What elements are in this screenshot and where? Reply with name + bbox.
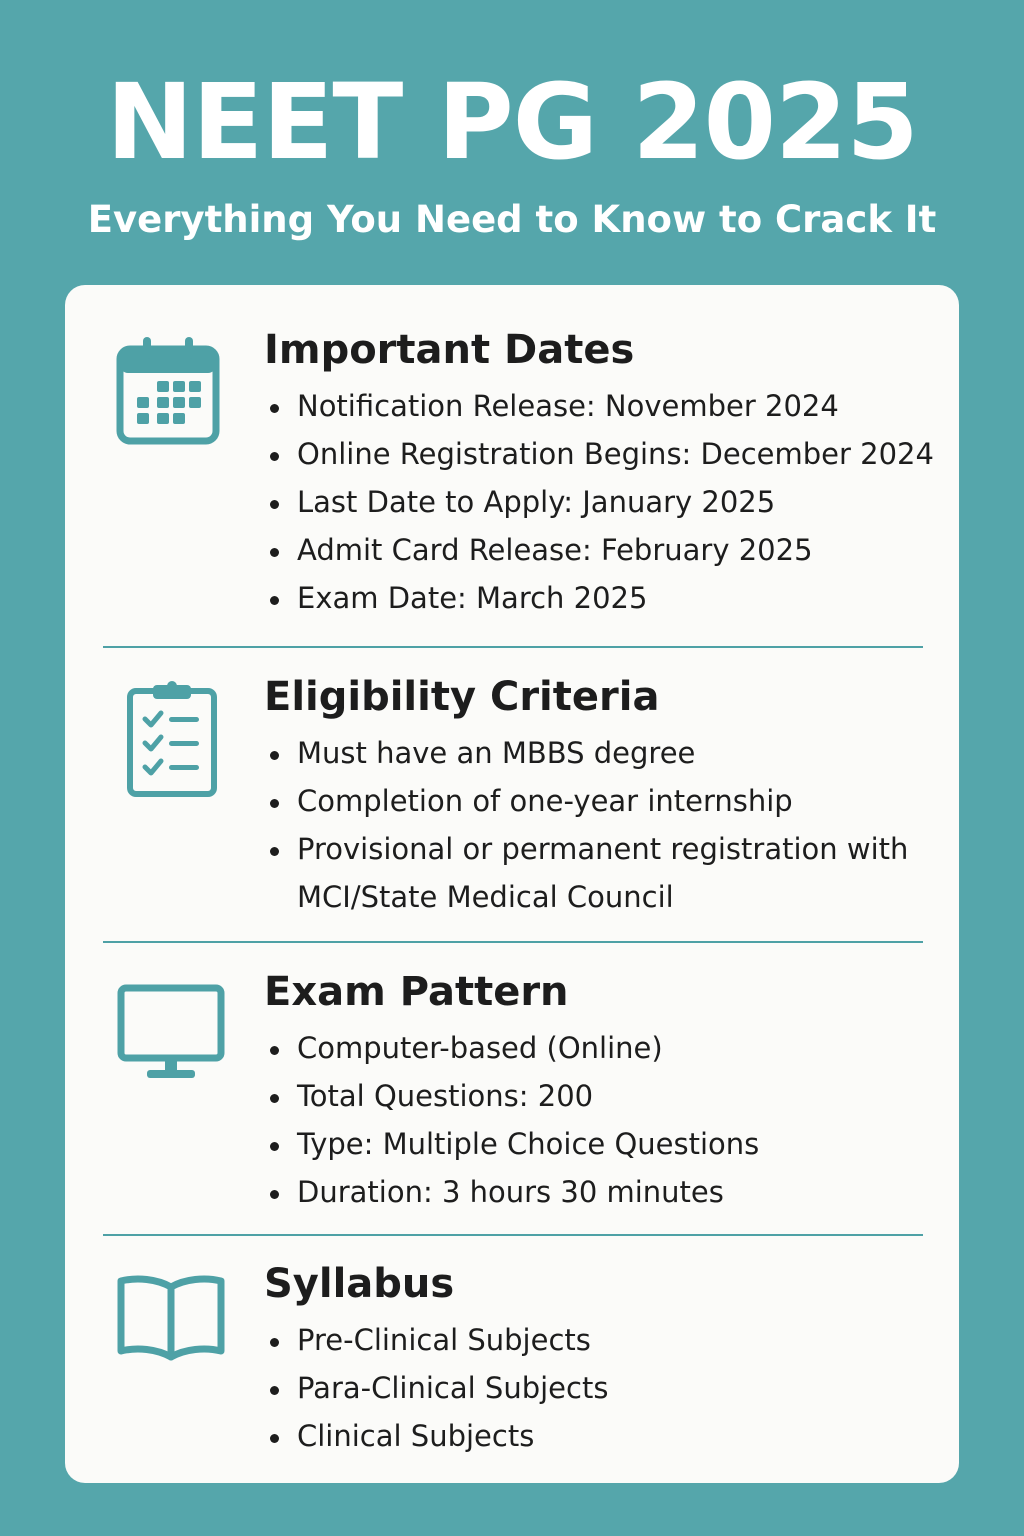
open-book-icon <box>115 1273 227 1365</box>
list-item: Para-Clinical Subjects <box>264 1364 608 1412</box>
section-list <box>264 382 934 622</box>
list-item: Computer-based (Online) <box>264 1024 759 1072</box>
section-list <box>264 1024 759 1216</box>
section-exam-pattern <box>65 942 959 1234</box>
info-card <box>65 285 959 1483</box>
list-item: Last Date to Apply: January 2025 <box>264 478 934 526</box>
list-item: Total Questions: 200 <box>264 1072 759 1120</box>
section-eligibility-criteria <box>65 647 959 941</box>
list-item: Notification Release: November 2024 <box>264 382 934 430</box>
calendar-icon <box>115 335 221 451</box>
section-list <box>264 729 957 921</box>
section-important-dates <box>65 285 959 647</box>
list-item: Completion of one-year internship <box>264 777 957 825</box>
page-subtitle: Everything You Need to Know to Crack It <box>87 198 937 241</box>
list-item: Exam Date: March 2025 <box>264 574 934 622</box>
list-item: Provisional or permanent registration with MCI/State Medical Council <box>264 825 957 921</box>
section-title: Eligibility Criteria <box>264 674 660 720</box>
section-syllabus <box>65 1235 959 1483</box>
list-item: Pre-Clinical Subjects <box>264 1316 608 1364</box>
page-title: NEET PG 2025 <box>106 61 918 183</box>
section-title: Syllabus <box>264 1261 455 1307</box>
monitor-icon <box>117 984 225 1086</box>
list-item: Must have an MBBS degree <box>264 729 957 777</box>
clipboard-checklist-icon <box>125 681 219 803</box>
list-item: Type: Multiple Choice Questions <box>264 1120 759 1168</box>
list-item: Admit Card Release: February 2025 <box>264 526 934 574</box>
list-item: Duration: 3 hours 30 minutes <box>264 1168 759 1216</box>
list-item: Online Registration Begins: December 2024 <box>264 430 934 478</box>
section-title: Exam Pattern <box>264 969 569 1015</box>
list-item: Clinical Subjects <box>264 1412 608 1460</box>
section-title: Important Dates <box>264 327 635 373</box>
section-list <box>264 1316 608 1460</box>
